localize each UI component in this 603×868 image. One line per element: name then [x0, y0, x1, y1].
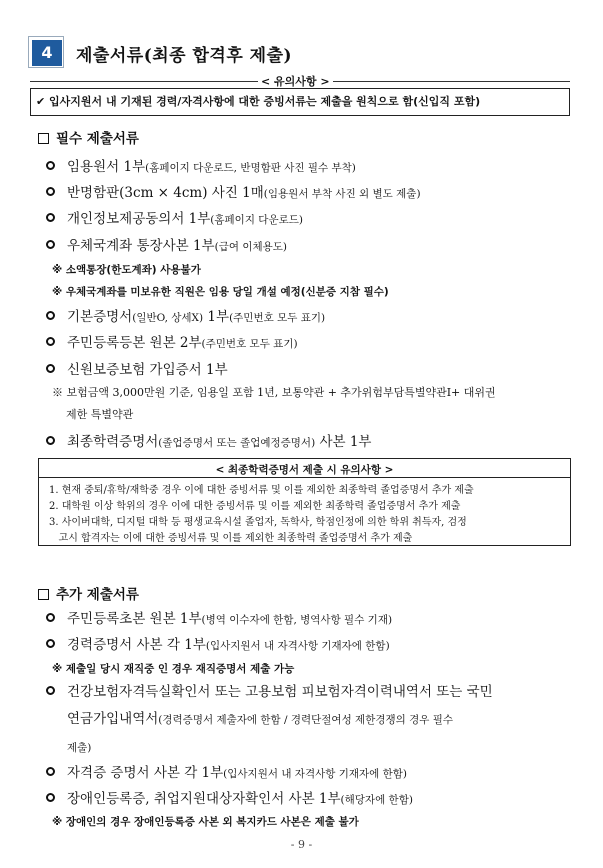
item-sub: (임용원서 부착 사진 외 별도 제출): [263, 188, 421, 200]
item-main: 주민등록초본 원본 1부: [67, 611, 202, 627]
circle-bullet-icon: [46, 639, 55, 648]
item-main: 기본증명서: [67, 309, 133, 325]
circle-bullet-icon: [46, 161, 55, 170]
item-main: 장애인등록증, 취업지원대상자확인서 사본 1부: [67, 791, 341, 807]
item-sub: (급여 이체용도): [214, 241, 287, 253]
item-main: 임용원서 1부: [67, 159, 146, 175]
list-item: [46, 207, 303, 227]
circle-bullet-icon: [46, 436, 55, 445]
item-main: 경력증명서 사본 각 1부: [67, 637, 206, 653]
item-sub: (홈페이지 다운로드): [210, 214, 303, 226]
item-main: 사본 1부: [315, 434, 372, 450]
notice-title: < 최종학력증명서 제출 시 유의사항 >: [215, 464, 394, 476]
insurance-note: ※ 보험금액 3,000만원 기준, 임용일 포함 1년, 보통약관 + 추가위험부담특별약관Ⅰ+ 대위권: [52, 386, 496, 399]
item-main: 최종학력증명서: [67, 434, 159, 450]
item-sub: (주민번호 모두 표기): [229, 312, 326, 324]
circle-bullet-icon: [46, 793, 55, 802]
list-item: [46, 430, 371, 450]
circle-bullet-icon: [46, 686, 55, 695]
checkbox-square-icon: [38, 133, 49, 144]
item-main: 개인정보제공동의서 1부: [67, 211, 211, 227]
caution-box: ✔ 입사지원서 내 기재된 경력/자격사항에 대한 증빙서류는 제출을 원칙으로 함(신입직 포함): [30, 88, 570, 116]
list-item: [46, 305, 325, 325]
item-main: 신원보증보험 가입증서 1부: [67, 362, 228, 378]
item-main: 주민등록등본 원본 2부: [67, 335, 202, 351]
page-title: 제출서류(최종 합격후 제출): [76, 46, 293, 66]
item-main: 우체국계좌 통장사본 1부: [67, 238, 215, 254]
item-main: 연금가입내역서: [67, 711, 159, 727]
item-main: 자격증 증명서 사본 각 1부: [67, 765, 224, 781]
item-sub: (입사지원서 내 자격사항 기재자에 한함): [223, 768, 408, 780]
list-item: [46, 761, 407, 781]
item-main: 건강보험자격득실확인서 또는 고용보험 피보험자격이력내역서 또는 국민: [67, 684, 493, 700]
section-number-badge: 4: [32, 40, 62, 66]
item-main: 1부: [203, 309, 230, 325]
list-item: [46, 331, 298, 351]
item-sub: (입사지원서 내 자격사항 기재자에 한함): [205, 640, 390, 652]
circle-bullet-icon: [46, 311, 55, 320]
item-sub: 제출): [67, 742, 92, 754]
note-text: ※ 소액통장(한도계좌) 사용불가: [52, 264, 201, 276]
circle-bullet-icon: [46, 187, 55, 196]
notice-line: 3. 사이버대학, 디지털 대학 등 평생교육시설 졸업자, 독학사, 학점인정에 의한 학위 취득자, 검정: [49, 517, 467, 528]
list-item: [46, 607, 392, 627]
note-text: ※ 우체국계좌를 미보유한 직원은 임용 당일 개설 예정(신분증 지참 필수): [52, 286, 389, 298]
notice-line: 2. 대학원 이상 학위의 경우 이에 대한 증빙서류 및 이를 제외한 최종학력 졸업증명서 추가 제출: [49, 501, 461, 512]
list-item: [46, 234, 287, 254]
item-sub: (홈페이지 다운로드, 반명함판 사진 필수 부착): [145, 162, 356, 174]
notice-line: 고시 합격자는 이에 대한 증빙서류 및 이를 제외한 최종학력 졸업증명서 추가 제출: [49, 533, 413, 544]
list-item: [46, 155, 356, 175]
circle-bullet-icon: [46, 613, 55, 622]
item-sub: (병역 이수자에 한함, 병역사항 필수 기재): [201, 614, 393, 626]
notice-divider: [39, 477, 570, 478]
item-sub: (졸업증명서 또는 졸업예정증명서): [158, 437, 316, 449]
circle-bullet-icon: [46, 364, 55, 373]
item-sub: (주민번호 모두 표기): [201, 338, 298, 350]
list-item: [46, 679, 566, 762]
note-text: ※ 장애인의 경우 장애인등록증 사본 외 복지카드 사본은 제출 불가: [52, 816, 359, 828]
note-text: ※ 제출일 당시 재직중 인 경우 재직증명서 제출 가능: [52, 663, 295, 675]
additional-heading-text: 추가 제출서류: [56, 587, 139, 603]
item-sub: (일반O, 상세X): [132, 312, 204, 324]
notice-box: [38, 458, 571, 546]
circle-bullet-icon: [46, 213, 55, 222]
list-item: [46, 633, 390, 653]
list-item: [46, 181, 421, 201]
checkbox-square-icon: [38, 589, 49, 600]
item-main: 반명함판(3cm × 4cm) 사진 1매: [67, 185, 264, 201]
list-item: [46, 787, 413, 807]
insurance-note-cont: 제한 특별약관: [66, 408, 134, 421]
item-sub: (해당자에 한함): [340, 794, 413, 806]
notice-line: 1. 현재 중퇴/휴학/재학중 경우 이에 대한 증빙서류 및 이를 제외한 최종학력 졸업증명서 추가 제출: [49, 485, 474, 496]
page-number: - 9 -: [290, 838, 313, 851]
required-docs-heading: [38, 127, 139, 147]
circle-bullet-icon: [46, 240, 55, 249]
circle-bullet-icon: [46, 767, 55, 776]
required-heading-text: 필수 제출서류: [56, 131, 139, 147]
additional-docs-heading: [38, 583, 139, 603]
list-item: [46, 358, 228, 378]
item-sub: (경력증명서 제출자에 한함 / 경력단절여성 제한경쟁의 경우 필수: [158, 714, 454, 726]
caution-label: < 유의사항 >: [258, 73, 333, 89]
circle-bullet-icon: [46, 337, 55, 346]
